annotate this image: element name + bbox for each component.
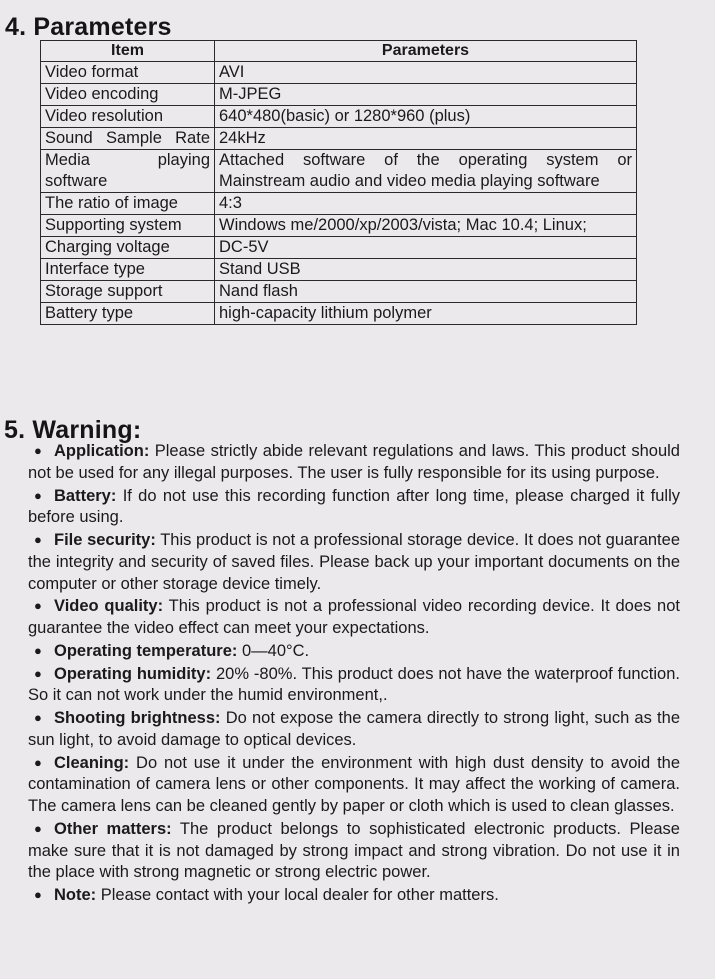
warning-label: Application: (54, 442, 150, 460)
warning-label: File security: (54, 531, 156, 549)
warning-label: Shooting brightness: (54, 709, 221, 727)
bullet-icon: ● (34, 443, 42, 458)
warning-label: Operating temperature: (54, 641, 238, 660)
row-value: 24kHz (215, 128, 637, 150)
row-value: Windows me/2000/xp/2003/vista; Mac 10.4; Linux; (215, 215, 637, 237)
warning-item-cleaning (28, 752, 680, 818)
row-item: Media playing software (41, 150, 215, 193)
table-row (41, 128, 637, 150)
table-row (41, 215, 637, 237)
warning-item-other-matters (28, 818, 680, 884)
table-header-row (41, 41, 637, 62)
section-title-parameters: 4. Parameters (5, 13, 172, 41)
warning-item-battery (28, 485, 680, 530)
table-row (41, 237, 637, 259)
table-row (41, 62, 637, 84)
warning-label: Cleaning: (54, 753, 130, 772)
bullet-icon: ● (34, 710, 42, 725)
row-item: Supporting system (41, 215, 215, 237)
bullet-icon: ● (34, 754, 42, 770)
warning-label: Note: (54, 886, 97, 904)
bullet-icon: ● (34, 487, 42, 503)
warning-text: Do not use it under the environment with high dust density to avoid the contamination of camera lens or other components. It may affect the working of camera. The camera lens can be cleaned gently by paper or cloth which is used to clean glasses. (28, 753, 681, 815)
warning-text: The product belongs to sophisticated electronic products. Please make sure that it is not damaged by strong impact and strong vibration. Do not use it in the place with strong magnetic or strong electric power. (28, 819, 680, 882)
warning-text: If do not use this recording function after long time, please charged it fully before using. (28, 486, 680, 527)
warning-item-video-quality (28, 595, 680, 640)
row-value: Stand USB (215, 259, 637, 281)
table-row (41, 281, 637, 303)
row-value: high-capacity lithium polymer (215, 303, 637, 325)
row-item: Storage support (41, 281, 215, 303)
row-value: Nand flash (215, 281, 637, 303)
row-value: Attached software of the operating system or Mainstream audio and video media playing software (215, 150, 637, 193)
row-value: M-JPEG (215, 84, 637, 106)
warning-item-operating-humidity (28, 663, 680, 708)
bullet-icon: ● (34, 665, 42, 681)
table-row (41, 106, 637, 128)
warning-text: 20% -80%. This product does not have the waterproof function. So it can not work under the humid environment,. (28, 664, 680, 705)
bullet-icon: ● (34, 598, 42, 614)
table-row (41, 259, 637, 281)
warning-text: This product is not a professional video recording device. It does not guarantee the video effect can meet your expectations. (28, 597, 680, 637)
row-item: Charging voltage (41, 237, 215, 259)
row-item: Interface type (41, 259, 215, 281)
row-item: Video resolution (41, 106, 215, 128)
warning-text: Do not expose the camera directly to strong light, such as the sun light, to avoid damage to optical devices. (28, 709, 680, 749)
row-item: The ratio of image (41, 193, 215, 215)
parameters-table (40, 40, 637, 325)
warning-label: Other matters: (54, 819, 172, 838)
warning-label: Video quality: (54, 597, 164, 616)
column-header-parameters: Parameters (215, 41, 637, 62)
warning-text: Please strictly abide relevant regulations and laws. This product should not be used for any illegal purposes. The user is fully responsible for its using purpose. (28, 442, 680, 482)
row-value: AVI (215, 62, 637, 84)
bullet-icon: ● (34, 887, 42, 902)
warning-list (28, 440, 680, 907)
table-row (41, 150, 637, 193)
warning-item-operating-temperature (28, 640, 680, 663)
warning-item-note (28, 884, 680, 907)
row-item: Battery type (41, 303, 215, 325)
row-item: Video encoding (41, 84, 215, 106)
warning-text: 0—40°C. (241, 641, 310, 660)
column-header-item: Item (41, 41, 215, 62)
warning-text: This product is not a professional storage device. It does not guarantee the integrity and security of saved files. Please back up your important documents on the computer or other storage device timely. (28, 531, 680, 593)
table-row (41, 303, 637, 325)
row-item: Sound Sample Rate (41, 128, 215, 150)
table-row (41, 84, 637, 106)
row-value: 640*480(basic) or 1280*960 (plus) (215, 106, 637, 128)
row-value: 4:3 (215, 193, 637, 215)
row-item: Video format (41, 62, 215, 84)
warning-item-file-security (28, 529, 680, 595)
warning-label: Operating humidity: (54, 664, 212, 683)
bullet-icon: ● (34, 820, 42, 836)
bullet-icon: ● (34, 642, 42, 658)
table-row (41, 193, 637, 215)
bullet-icon: ● (34, 532, 42, 547)
warning-item-shooting-brightness (28, 707, 680, 752)
warning-label: Battery: (54, 486, 117, 505)
warning-text: Please contact with your local dealer for other matters. (100, 886, 499, 904)
row-value: DC-5V (215, 237, 637, 259)
section-title-warning: 5. Warning: (4, 416, 142, 444)
warning-item-application (28, 440, 680, 485)
